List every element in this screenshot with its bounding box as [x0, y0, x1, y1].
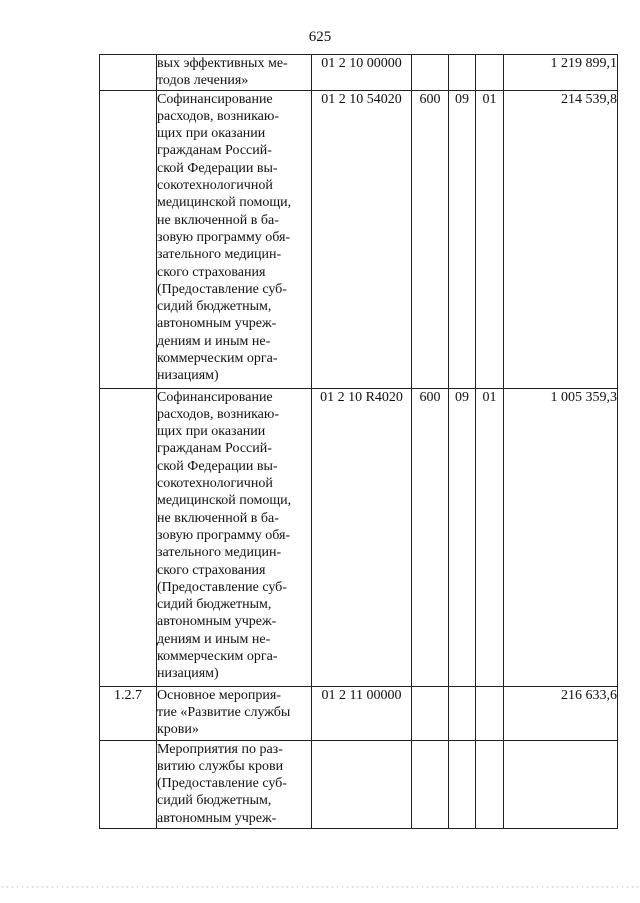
row-sum: 216 633,6 [504, 686, 618, 740]
row-rz: 09 [449, 388, 476, 686]
row-pr [476, 55, 504, 91]
row-vr [412, 55, 449, 91]
row-number [100, 55, 157, 91]
row-sum: 1 005 359,3 [504, 388, 618, 686]
row-rz [449, 686, 476, 740]
table-row [100, 740, 618, 828]
row-name: Софинансирование расходов, возникаю- щих при оказании гражданам Россий- ской Федерации вы- сокотехнологичной медицинской помощи, не включенной в ба- зовую программу обя- зательного медицин- ского страхования (Предоставление суб- сидий бюджетным, автономным учреж- дениям и иным не- коммерческим орга- низациям) [157, 388, 312, 686]
table-row [100, 388, 618, 686]
row-vr: 600 [412, 90, 449, 388]
row-number [100, 740, 157, 828]
table-row [100, 55, 618, 91]
row-number [100, 90, 157, 388]
row-pr: 01 [476, 388, 504, 686]
table-row [100, 686, 618, 740]
row-sum: 214 539,8 [504, 90, 618, 388]
row-vr [412, 686, 449, 740]
row-name: вых эффективных ме- тодов лечения» [157, 55, 312, 91]
row-vr [412, 740, 449, 828]
budget-table [99, 54, 618, 829]
row-name: Софинансирование расходов, возникаю- щих при оказании гражданам Россий- ской Федерации вы- сокотехнологичной медицинской помощи, не включенной в ба- зовую программу обя- зательного медицин- ского страхования (Предоставление суб- сидий бюджетным, автономным учреж- дениям и иным не- коммерческим орга- низациям) [157, 90, 312, 388]
row-code: 01 2 10 00000 [312, 55, 412, 91]
row-sum [504, 740, 618, 828]
page-number: 625 [308, 29, 332, 45]
row-pr [476, 740, 504, 828]
row-rz: 09 [449, 90, 476, 388]
row-code: 01 2 11 00000 [312, 686, 412, 740]
row-name: Основное мероприя- тие «Развитие службы крови» [157, 686, 312, 740]
row-code [312, 740, 412, 828]
row-rz [449, 740, 476, 828]
row-rz [449, 55, 476, 91]
table-row [100, 90, 618, 388]
row-code: 01 2 10 R4020 [312, 388, 412, 686]
row-name: Мероприятия по раз- витию службы крови (Предоставление суб- сидий бюджетным, автономным учреж- [157, 740, 312, 828]
row-pr: 01 [476, 90, 504, 388]
row-pr [476, 686, 504, 740]
row-number [100, 388, 157, 686]
row-vr: 600 [412, 388, 449, 686]
row-sum: 1 219 899,1 [504, 55, 618, 91]
scan-noise [0, 885, 640, 889]
row-number: 1.2.7 [100, 686, 157, 740]
row-code: 01 2 10 54020 [312, 90, 412, 388]
